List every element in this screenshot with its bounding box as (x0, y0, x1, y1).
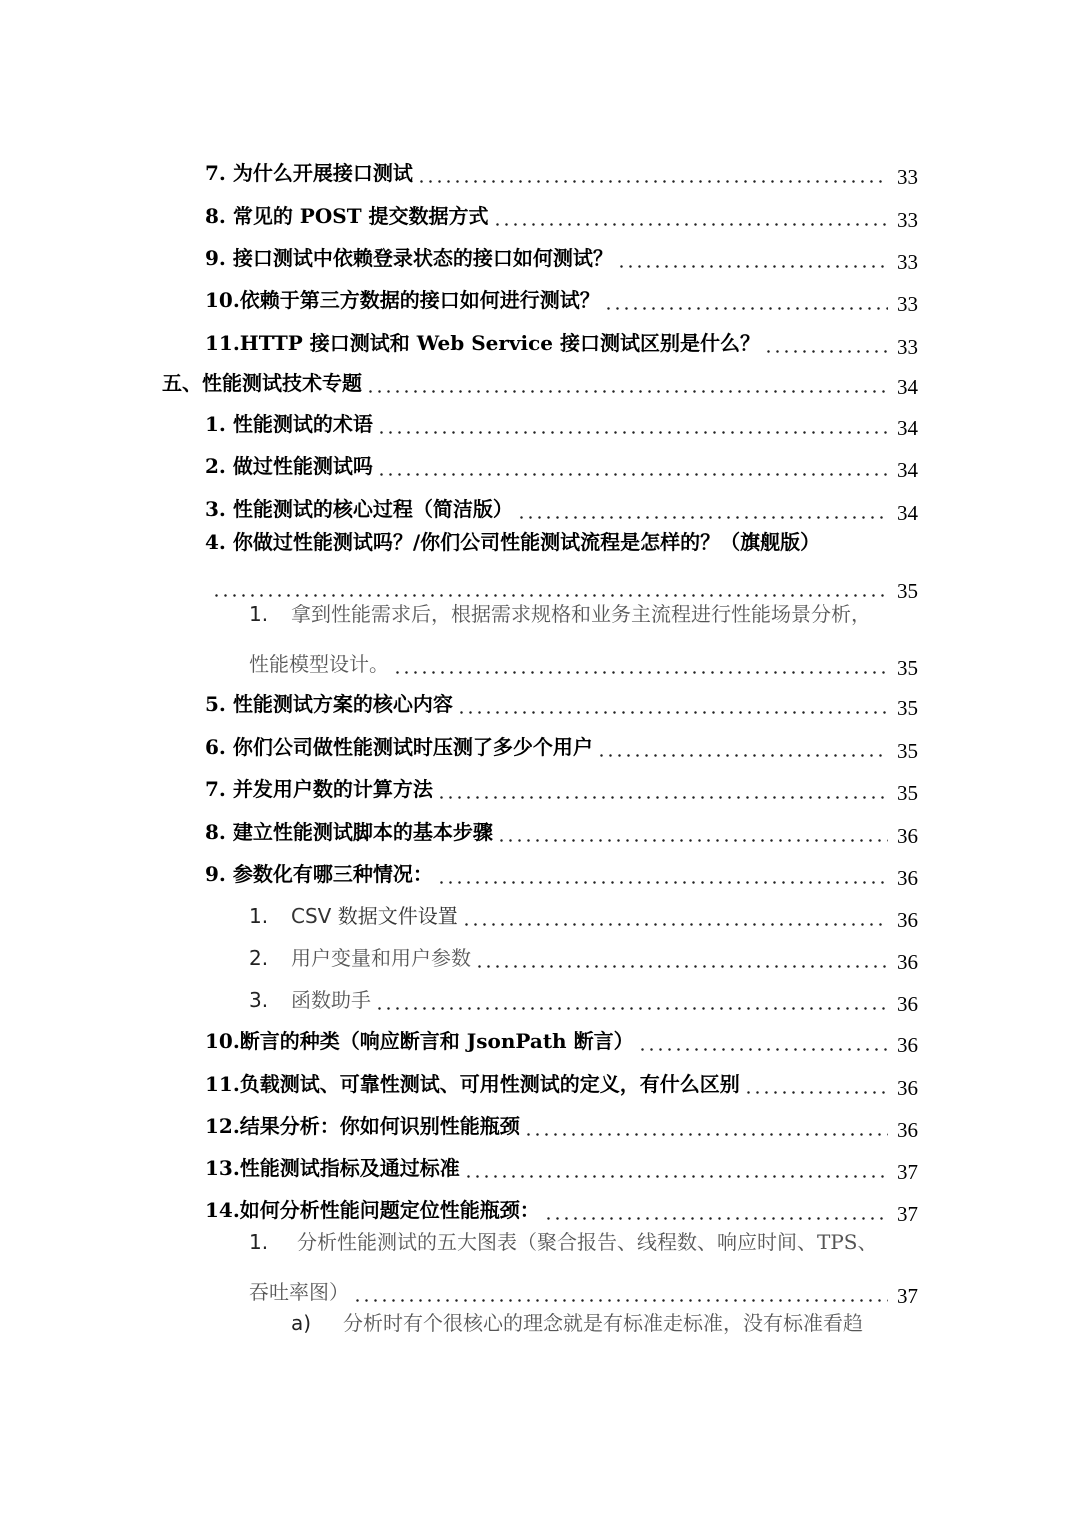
toc-subentry-continuation[interactable] (249, 1265, 918, 1308)
toc-chapter-entry[interactable] (162, 356, 918, 399)
toc-page-number: 36 (897, 824, 918, 848)
toc-page-number: 37 (897, 1202, 918, 1226)
dot-leader (475, 945, 888, 971)
dot-leader (638, 1028, 888, 1054)
toc-entry[interactable] (205, 1183, 918, 1226)
dot-leader (462, 903, 888, 929)
toc-entry[interactable] (205, 273, 918, 316)
dot-leader (544, 1197, 888, 1223)
toc-subentry-title-line2: 性能模型设计。 (249, 652, 389, 676)
dot-leader (617, 245, 888, 271)
toc-subentry-line1[interactable] (249, 1229, 878, 1255)
dot-leader (437, 861, 888, 887)
toc-entry-title: 9. 参数化有哪三种情况： (205, 862, 433, 886)
toc-page-number: 37 (897, 1160, 918, 1184)
toc-entry-title: 14.如何分析性能问题定位性能瓶颈： (205, 1198, 540, 1222)
toc-subentry-title-line2: 吞吐率图） (249, 1280, 349, 1304)
toc-chapter-title: 五、性能测试技术专题 (162, 371, 362, 395)
toc-entry-title: 8. 建立性能测试脚本的基本步骤 (205, 820, 493, 844)
toc-subentry-title: CSV 数据文件设置 (291, 904, 458, 928)
toc-page-number: 33 (897, 292, 918, 316)
dot-leader (377, 453, 888, 479)
toc-entry-title-line1[interactable]: 4. 你做过性能测试吗？/你们公司性能测试流程是怎样的？（旗舰版） (205, 530, 821, 554)
dot-leader (377, 411, 888, 437)
dot-leader (366, 370, 888, 396)
dot-leader (517, 496, 888, 522)
toc-entry-title: 5. 性能测试方案的核心内容 (205, 692, 453, 716)
toc-entry-title: 8. 常见的 POST 提交数据方式 (205, 204, 489, 228)
toc-subentry[interactable] (249, 931, 918, 974)
toc-entry-continuation[interactable] (212, 560, 918, 603)
toc-entry[interactable] (205, 805, 918, 848)
toc-entry-title: 7. 并发用户数的计算方法 (205, 777, 433, 801)
toc-entry-title: 6. 你们公司做性能测试时压测了多少个用户 (205, 735, 593, 759)
toc-subentry[interactable] (249, 973, 918, 1016)
dot-leader (417, 160, 888, 186)
toc-entry-title: 11.负载测试、可靠性测试、可用性测试的定义，有什么区别 (205, 1072, 740, 1096)
toc-entry[interactable] (205, 146, 918, 189)
toc-entry[interactable] (205, 1141, 918, 1184)
toc-entry-title: 2. 做过性能测试吗 (205, 454, 373, 478)
toc-page-number: 35 (897, 739, 918, 763)
toc-entry-title: 13.性能测试指标及通过标准 (205, 1156, 460, 1180)
dot-leader (457, 691, 888, 717)
dot-leader (744, 1071, 888, 1097)
toc-page-number: 36 (897, 866, 918, 890)
toc-page-number: 35 (897, 579, 918, 603)
toc-subentry-title-line1: 拿到性能需求后，根据需求规格和业务主流程进行性能场景分析， (291, 602, 871, 626)
toc-subentry-title: 函数助手 (291, 988, 371, 1012)
toc-subentry-title-line1: 分析性能测试的五大图表（聚合报告、线程数、响应时间、TPS、 (297, 1230, 878, 1254)
dot-leader (497, 819, 888, 845)
toc-page-number: 35 (897, 656, 918, 680)
toc-page-number: 36 (897, 1033, 918, 1057)
toc-page-number: 34 (897, 416, 918, 440)
toc-page-number: 33 (897, 165, 918, 189)
toc-page-number: 35 (897, 696, 918, 720)
toc-entry-title: 10.依赖于第三方数据的接口如何进行测试？ (205, 288, 600, 312)
toc-entry[interactable] (205, 847, 918, 890)
dot-leader (604, 287, 888, 313)
dot-leader (524, 1113, 888, 1139)
toc-entry[interactable] (205, 439, 918, 482)
toc-entry[interactable] (205, 1014, 918, 1057)
dot-leader (493, 203, 888, 229)
toc-entry[interactable] (205, 720, 918, 763)
toc-entry[interactable] (205, 231, 918, 274)
dot-leader (464, 1155, 888, 1181)
dot-leader (353, 1279, 888, 1305)
toc-entry-title: 10.断言的种类（响应断言和 JsonPath 断言） (205, 1029, 634, 1053)
toc-subentry-line1[interactable] (249, 601, 871, 627)
toc-entry-title: 11.HTTP 接口测试和 Web Service 接口测试区别是什么？ (205, 331, 760, 355)
toc-page-number: 36 (897, 1118, 918, 1142)
toc-entry-title: 12.结果分析：你如何识别性能瓶颈 (205, 1114, 520, 1138)
toc-entry[interactable] (205, 316, 918, 359)
toc-page-number: 36 (897, 992, 918, 1016)
dot-leader (764, 330, 888, 356)
dot-leader (212, 574, 888, 600)
toc-page-number: 33 (897, 335, 918, 359)
toc-entry-title: 7. 为什么开展接口测试 (205, 161, 413, 185)
toc-subsubentry-line1[interactable] (291, 1310, 863, 1336)
dot-leader (375, 987, 888, 1013)
toc-page-number: 34 (897, 458, 918, 482)
toc-page-number: 36 (897, 950, 918, 974)
toc-page-number: 34 (897, 501, 918, 525)
toc-page-number: 35 (897, 781, 918, 805)
toc-entry[interactable] (205, 397, 918, 440)
dot-leader (437, 776, 888, 802)
toc-subsubentry-title-line1: 分析时有个很核心的理念就是有标准走标准，没有标准看趋 (343, 1311, 863, 1335)
toc-entry[interactable] (205, 482, 918, 525)
toc-entry-title: 1. 性能测试的术语 (205, 412, 373, 436)
toc-subentry-continuation[interactable] (249, 637, 918, 680)
toc-entry[interactable] (205, 762, 918, 805)
toc-page-number: 36 (897, 1076, 918, 1100)
toc-subentry-number: 1. (249, 1230, 269, 1254)
toc-entry[interactable] (205, 189, 918, 232)
toc-page-number: 34 (897, 375, 918, 399)
toc-entry[interactable] (205, 1057, 918, 1100)
toc-entry-title: 9. 接口测试中依赖登录状态的接口如何测试？ (205, 246, 613, 270)
toc-subentry-title: 用户变量和用户参数 (291, 946, 471, 970)
toc-page-number: 36 (897, 908, 918, 932)
toc-entry[interactable] (205, 1099, 918, 1142)
toc-page-number: 33 (897, 208, 918, 232)
toc-subentry-number: 2. (249, 946, 269, 970)
toc-page-number: 33 (897, 250, 918, 274)
dot-leader (597, 734, 888, 760)
toc-subentry-number: 3. (249, 988, 269, 1012)
toc-subsubentry-number: a) (291, 1311, 312, 1335)
toc-subentry-number: 1. (249, 904, 269, 928)
toc-entry-title: 3. 性能测试的核心过程（简洁版） (205, 497, 513, 521)
toc-subentry[interactable] (249, 889, 918, 932)
toc-entry[interactable] (205, 677, 918, 720)
toc-subentry-number: 1. (249, 602, 269, 626)
dot-leader (393, 651, 888, 677)
toc-page-number: 37 (897, 1284, 918, 1308)
